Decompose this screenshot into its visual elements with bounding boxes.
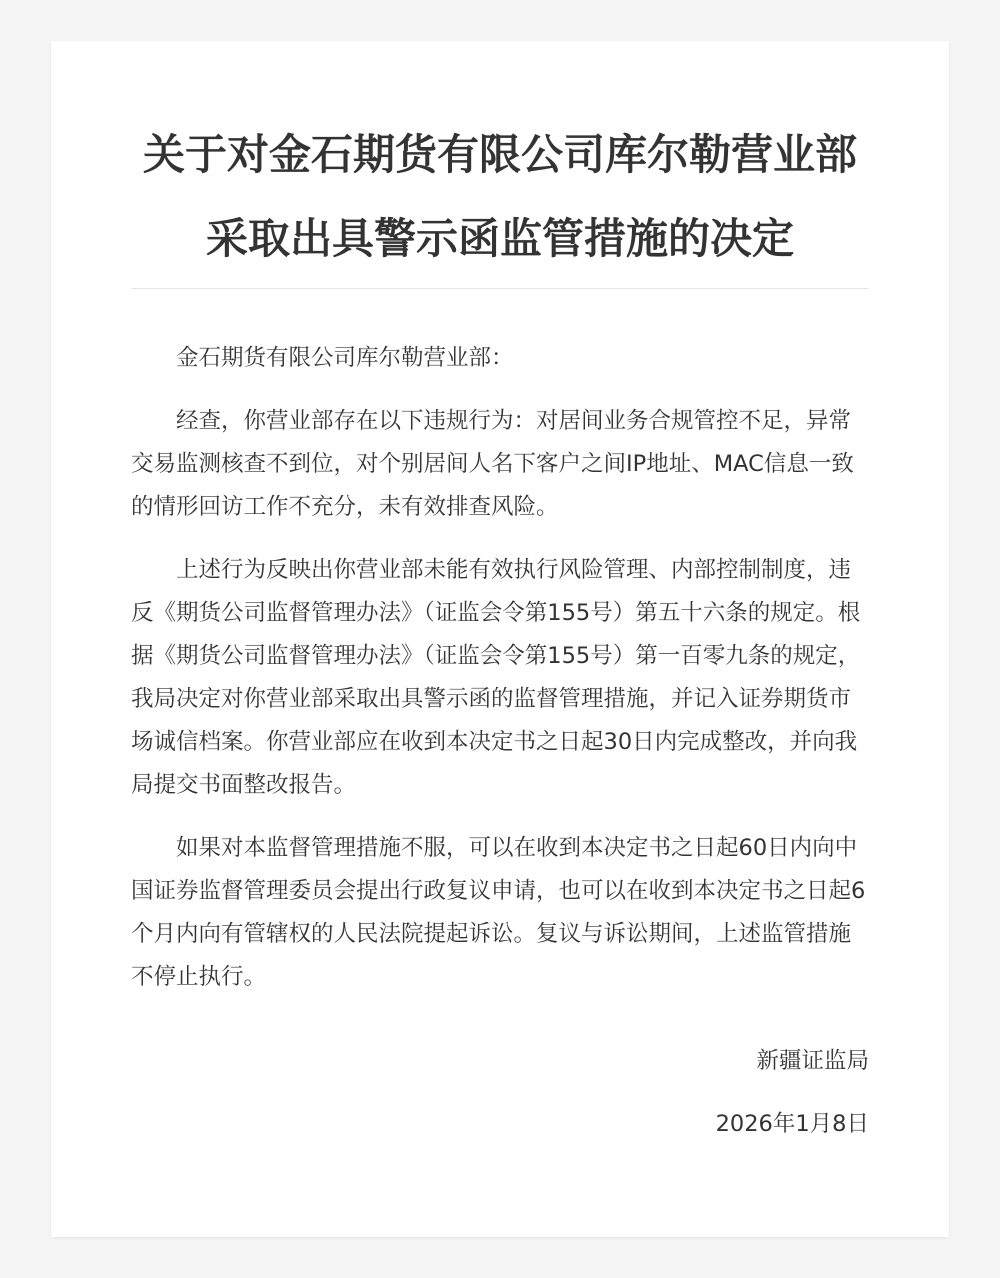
document-card — [51, 41, 949, 1237]
decision-paragraph: 上述行为反映出你营业部未能有效执行风险管理、内部控制制度，违反《期货公司监督管理办法》（证监会令第155号）第五十六条的规定。根据《期货公司监督管理办法》（证监会令第155号）第一百零九条的规定，我局决定对你营业部采取出具警示函的监督管理措施，并记入证券期货市场诚信档案。你营业部应在收到本决定书之日起30日内完成整改，并向我局提交书面整改报告。 — [131, 557, 861, 798]
signature-date: 2026年1月8日 — [715, 1111, 869, 1137]
appeal-paragraph: 如果对本监督管理措施不服，可以在收到本决定书之日起60日内向中国证券监督管理委员会提出行政复议申请，也可以在收到本决定书之日起6个月内向有管辖权的人民法院提起诉讼。复议与诉讼期间，上述监管措施不停止执行。 — [131, 835, 866, 990]
signature-organization: 新疆证监局 — [756, 1048, 869, 1074]
title-divider — [131, 288, 869, 289]
salutation-paragraph: 金石期货有限公司库尔勒营业部： — [176, 345, 514, 371]
document-title: 关于对金石期货有限公司库尔勒营业部采取出具警示函监管措施的决定 — [142, 130, 857, 263]
document-body — [131, 337, 869, 1019]
violation-paragraph: 经查，你营业部存在以下违规行为：对居间业务合规管控不足，异常交易监测核查不到位，对个别居间人名下客户之间IP地址、MAC信息一致的情形回访工作不充分，未有效排查风险。 — [131, 408, 854, 520]
